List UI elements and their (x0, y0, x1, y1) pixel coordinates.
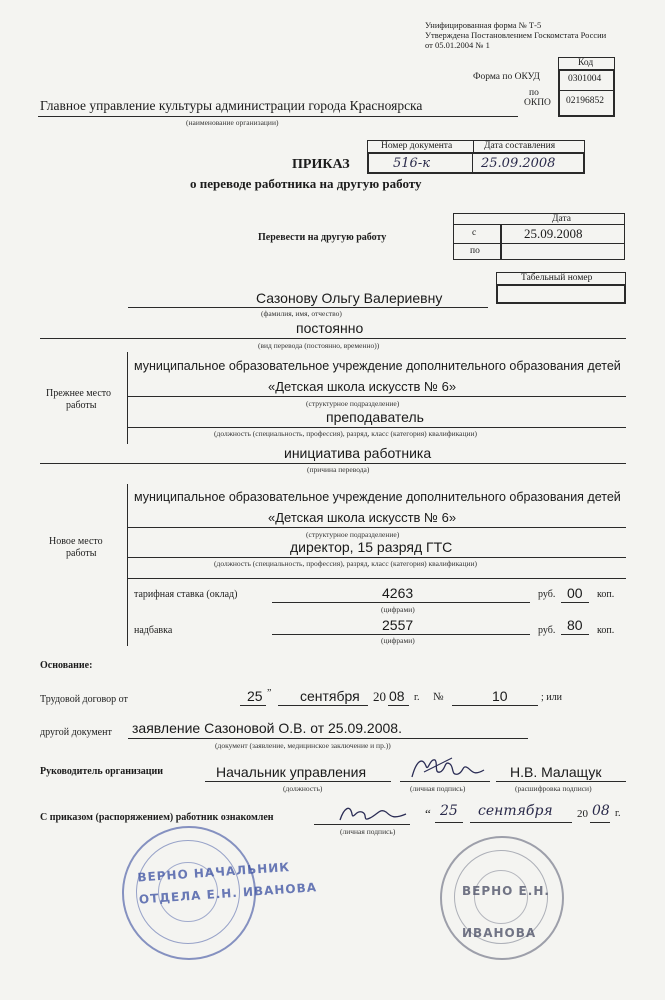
employee-name-caption: (фамилия, имя, отчество) (261, 309, 342, 318)
reason-value: инициатива работника (284, 445, 432, 461)
rate-kop: коп. (597, 589, 615, 600)
new-unit-caption: (структурное подразделение) (306, 530, 400, 539)
okpo-label: ОКПО (524, 98, 551, 108)
contract-month: сентября (300, 688, 360, 704)
okpo-value: 02196852 (566, 96, 604, 106)
employee-name: Сазонову Ольгу Валериевну (256, 290, 443, 306)
ack-day: 25 (440, 803, 458, 819)
basis-label: Основание: (40, 660, 93, 671)
head-label: Руководитель организации (40, 766, 164, 777)
prev-position: преподаватель (326, 409, 424, 425)
head-name-caption: (расшифровка подписи) (515, 784, 592, 793)
head-position-caption: (должность) (283, 784, 323, 793)
po-label: по (529, 88, 539, 98)
ack-year-suffix: г. (615, 808, 621, 819)
tab-number-header: Табельный номер (521, 273, 593, 283)
transfer-date-table (453, 224, 625, 260)
prev-label-2: работы (66, 400, 97, 411)
transfer-to-label: по (470, 246, 480, 256)
doc-number-header: Номер документа (381, 141, 453, 151)
left-stamp-text: ВЕРНО НАЧАЛЬНИК ОТДЕЛА Е.Н. ИВАНОВА (136, 860, 318, 907)
doc-date-header: Дата составления (484, 141, 556, 151)
bonus-caption: (цифрами) (381, 636, 415, 645)
ack-year-prefix: 20 (577, 808, 588, 820)
contract-year-prefix: 20 (373, 689, 386, 704)
new-unit-line2: «Детская школа искусств № 6» (268, 510, 457, 525)
rate-rub: руб. (538, 589, 556, 600)
form-line2: Утверждена Постановлением Госкомстата России (425, 30, 607, 40)
order-subtitle: о переводе работника на другую работу (190, 176, 422, 191)
org-caption: (наименование организации) (186, 118, 279, 127)
transfer-from-label: с (472, 228, 477, 238)
head-sign-caption: (личная подпись) (410, 784, 466, 793)
contract-year-suffix: г. (414, 692, 420, 703)
bonus-value: 2557 (382, 617, 414, 633)
prev-unit-line1: муниципальное образовательное учреждение дополнительного образования детей (134, 359, 621, 373)
contract-day: 25 (247, 688, 263, 704)
transfer-label: Перевести на другую работу (258, 232, 387, 243)
contract-year: 08 (389, 688, 405, 704)
transfer-date-header: Дата (552, 214, 571, 224)
rate-value: 4263 (382, 585, 414, 601)
rate-label: тарифная ставка (оклад) (134, 589, 238, 600)
new-unit-line1: муниципальное образовательное учреждение дополнительного образования детей (134, 490, 621, 504)
other-doc-label: другой документ (40, 727, 112, 738)
rate-caption: (цифрами) (381, 605, 415, 614)
contract-label: Трудовой договор от (40, 694, 128, 705)
ack-sign-caption: (личная подпись) (340, 827, 396, 836)
prev-position-caption: (должность (специальность, профессия), разряд, класс (категория) квалификации) (214, 429, 478, 438)
head-name: Н.В. Малащук (510, 764, 602, 780)
prev-label-1: Прежнее место (46, 388, 111, 399)
ack-year: 08 (592, 803, 610, 819)
bonus-label: надбавка (134, 625, 173, 636)
form-line3: от 05.01.2004 № 1 (425, 40, 490, 50)
reason-caption: (причина перевода) (307, 465, 370, 474)
new-label-1: Новое место (49, 536, 103, 547)
transfer-type-caption: (вид перевода (постоянно, временно)) (258, 341, 380, 350)
okud-label: Форма по ОКУД (473, 72, 540, 82)
new-position: директор, 15 разряд ГТС (290, 539, 453, 555)
rate-kop-value: 00 (567, 585, 583, 601)
doc-date-value: 25.09.2008 (481, 156, 556, 171)
head-position: Начальник управления (216, 764, 367, 780)
ack-label: С приказом (распоряжением) работник ознакомлен (40, 812, 274, 823)
employee-signature (334, 800, 414, 828)
new-position-caption: (должность (специальность, профессия), разряд, класс (категория) квалификации) (214, 559, 478, 568)
bonus-kop-value: 80 (567, 617, 583, 633)
org-name: Главное управление культуры администрации города Красноярска (40, 98, 423, 113)
contract-number: 10 (492, 688, 508, 704)
code-values-cell (558, 69, 615, 117)
contract-number-sign: № (433, 691, 444, 703)
other-doc-value: заявление Сазоновой О.В. от 25.09.2008. (132, 720, 402, 736)
head-signature (404, 752, 494, 784)
document-page: Унифицированная форма № Т-5 Утверждена Постановлением Госкомстата России от 05.01.2004 № 1 Код 0301004 02196852 Форма по ОКУД по ОКПО Главное управление культуры администрации города Красноярска (наименование организации) Номер документа Дата составления 516-к 25.09.2008 ПРИКАЗ о переводе работника на другую работу Перевести на другую работу Дата с по 25.09.2008 Табельный номер Сазонову Ольгу Валериевну (фамилия, имя, отчество) постоянно (вид перевода (постоянно, временно)) Прежнее место работы муниципальное образовательное учреждение дополнительного образования детей «Детская школа искусств № 6» (структурное подразделение) преподаватель (должность (специальность, профессия), разряд, класс (категория) квалификации) инициатива работника (причина перевода) Новое место работы муниципальное образовательное учреждение дополнительного образования детей «Детская школа искусств № 6» (структурное подразделение) директор, 15 разряд ГТС (должность (специальность, профессия), разряд, класс (категория) квалификации) тарифная ставка (оклад) 4263 (цифрами) руб. 00 коп. надбавка 2557 (цифрами) руб. 80 коп. Основание: Трудовой договор от 25 ” сентября 20 08 г. № 10 ; или другой документ заявление Сазоновой О.В. от 25.09.2008. (документ (заявление, медицинское заключение и пр.)) Руководитель организации Начальник управления (должность) (личная подпись) Н.В. Малащук (расшифровка подписи) С приказом (распоряжением) работник ознакомлен (личная подпись) “ 25 сентября 20 08 г. ВЕРНО НАЧАЛЬНИК ОТДЕЛА Е.Н. ИВАНОВА ВЕРНО Е.Н. ИВАНОВА (0, 0, 665, 1000)
prev-unit-line2: «Детская школа искусств № 6» (268, 379, 457, 394)
or-text: ; или (541, 692, 562, 703)
order-title: ПРИКАЗ (292, 157, 350, 172)
ack-month: сентября (478, 803, 553, 819)
bonus-kop: коп. (597, 625, 615, 636)
other-doc-caption: (документ (заявление, медицинское заключение и пр.)) (215, 741, 391, 750)
doc-table-values (367, 152, 585, 174)
transfer-from-value: 25.09.2008 (524, 226, 583, 241)
prev-unit-caption: (структурное подразделение) (306, 399, 400, 408)
transfer-type: постоянно (296, 320, 364, 336)
code-label: Код (578, 58, 594, 68)
doc-number-value: 516-к (393, 156, 430, 171)
okud-value: 0301004 (568, 74, 602, 84)
tab-number-value-cell (496, 284, 626, 304)
bonus-rub: руб. (538, 625, 556, 636)
right-stamp-text: ВЕРНО Е.Н. ИВАНОВА (462, 884, 550, 940)
new-label-2: работы (66, 548, 97, 559)
form-line1: Унифицированная форма № Т-5 (425, 20, 542, 30)
